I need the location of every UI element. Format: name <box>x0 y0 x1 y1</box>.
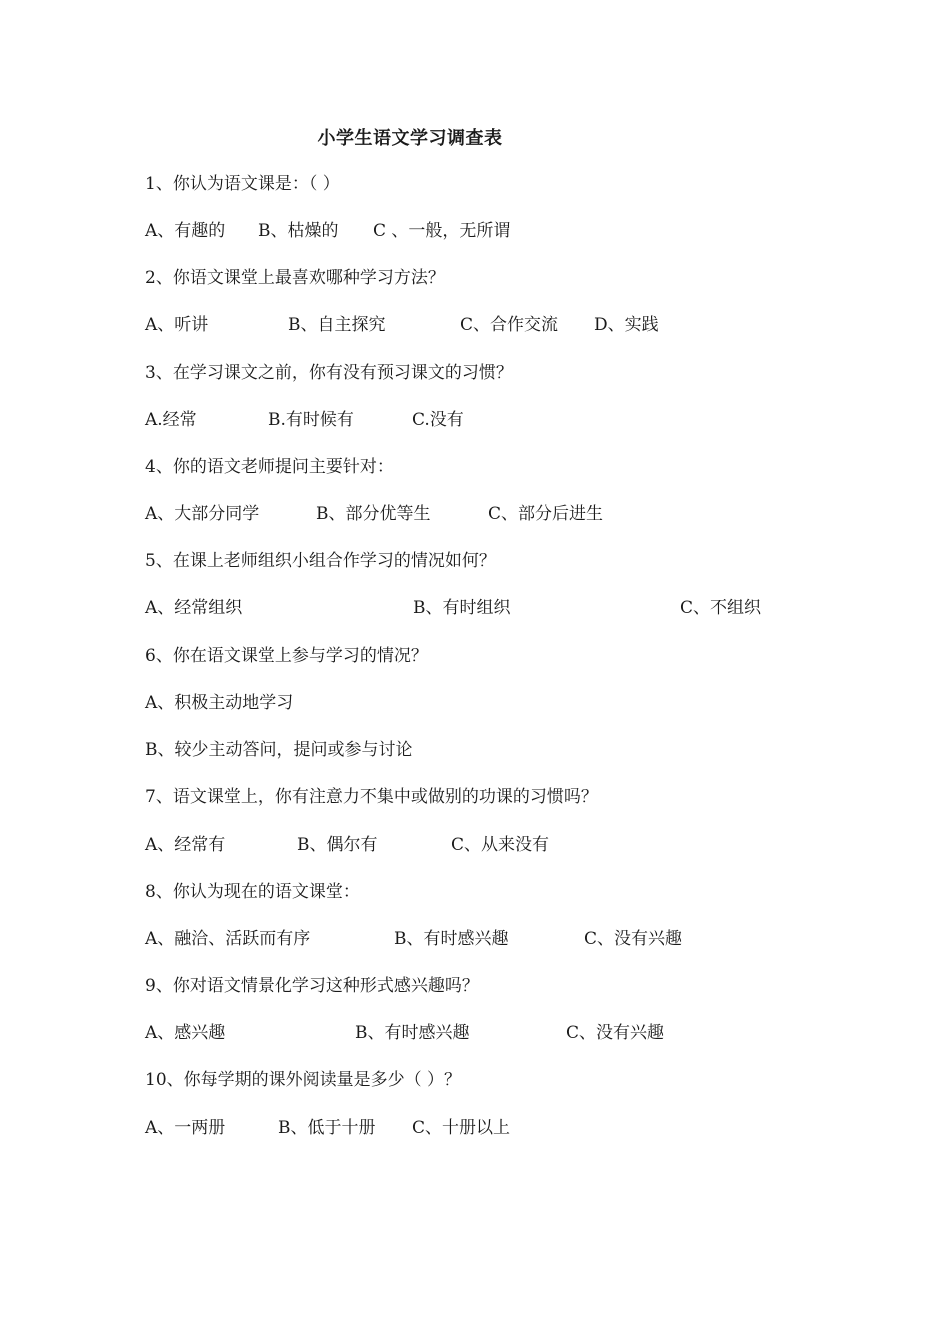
q1-option-b: B、枯燥的 <box>258 221 339 241</box>
q4-option-c: C、部分后进生 <box>488 504 604 524</box>
q7-option-b: B、偶尔有 <box>297 835 378 855</box>
q9-option-c: C、没有兴趣 <box>566 1023 665 1043</box>
question-2: 2、你语文课堂上最喜欢哪种学习方法？ <box>145 268 445 288</box>
q9-option-a: A、感兴趣 <box>145 1023 226 1043</box>
q9-option-b: B、有时感兴趣 <box>355 1023 470 1043</box>
q1-option-c: C 、一般，无所谓 <box>373 221 511 241</box>
q5-option-c: C、不组织 <box>680 598 762 618</box>
q10-option-c: C、十册以上 <box>412 1118 511 1138</box>
question-10: 10、你每学期的课外阅读量是多少（ ）？ <box>145 1070 462 1090</box>
q10-option-a: A、一两册 <box>145 1118 226 1138</box>
q7-option-c: C、从来没有 <box>451 835 550 855</box>
question-4: 4、你的语文老师提问主要针对： <box>145 457 394 477</box>
q10-option-b: B、低于十册 <box>278 1118 376 1138</box>
question-9: 9、你对语文情景化学习这种形式感兴趣吗？ <box>145 976 479 996</box>
q5-option-a: A、经常组织 <box>145 598 243 618</box>
q6-option-b: B、较少主动答问，提问或参与讨论 <box>145 740 413 760</box>
q5-option-b: B、有时组织 <box>413 598 511 618</box>
q2-option-d: D、实践 <box>594 315 659 335</box>
q1-option-a: A、有趣的 <box>145 221 226 241</box>
q2-option-b: B、自主探究 <box>288 315 386 335</box>
q6-option-a: A、积极主动地学习 <box>145 693 294 713</box>
q3-option-b: B.有时候有 <box>268 410 354 430</box>
question-1: 1、你认为语文课是：（ ） <box>145 174 340 194</box>
q2-option-c: C、合作交流 <box>460 315 559 335</box>
question-3: 3、在学习课文之前，你有没有预习课文的习惯？ <box>145 363 513 383</box>
question-6: 6、你在语文课堂上参与学习的情况？ <box>145 646 428 666</box>
question-5: 5、在课上老师组织小组合作学习的情况如何？ <box>145 551 496 571</box>
q8-option-c: C、没有兴趣 <box>584 929 683 949</box>
q4-option-b: B、部分优等生 <box>316 504 431 524</box>
q8-option-b: B、有时感兴趣 <box>394 929 509 949</box>
question-8: 8、你认为现在的语文课堂： <box>145 882 360 902</box>
question-7: 7、语文课堂上，你有注意力不集中或做别的功课的习惯吗？ <box>145 787 598 807</box>
q3-option-c: C.没有 <box>412 410 464 430</box>
q2-option-a: A、听讲 <box>145 315 209 335</box>
q7-option-a: A、经常有 <box>145 835 226 855</box>
q3-option-a: A.经常 <box>145 410 197 430</box>
q4-option-a: A、大部分同学 <box>145 504 260 524</box>
document-title: 小学生语文学习调查表 <box>317 128 503 149</box>
q8-option-a: A、融洽、活跃而有序 <box>145 929 311 949</box>
